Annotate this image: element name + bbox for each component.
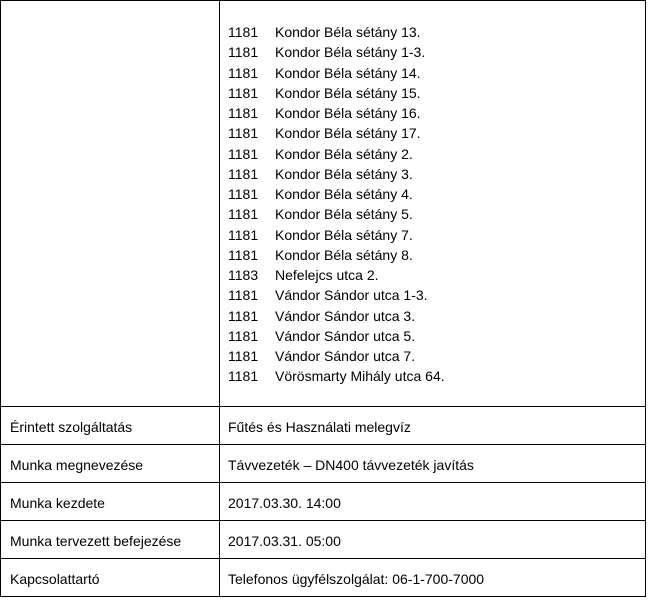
address-zip: 1181 — [228, 44, 259, 61]
work-name-row — [1, 445, 646, 483]
address-item — [228, 346, 645, 366]
address-item — [228, 83, 645, 103]
field-value-cell — [220, 407, 646, 445]
field-label: Munka kezdete — [10, 495, 105, 511]
field-label: Kapcsolattartó — [10, 571, 100, 587]
address-zip: 1181 — [228, 246, 259, 263]
field-label: Érintett szolgáltatás — [10, 419, 133, 435]
field-value: Telefonos ügyfélszolgálat: 06-1-700-7000 — [228, 571, 485, 587]
address-street: Vörösmarty Mihály utca 64. — [275, 368, 445, 385]
address-street: Vándor Sándor utca 3. — [275, 307, 416, 324]
field-value: Távvezeték – DN400 távvezeték javítás — [228, 457, 474, 473]
address-zip: 1181 — [228, 287, 259, 304]
address-zip: 1181 — [228, 348, 259, 364]
field-value: Fűtés és Használati melegvíz — [228, 419, 411, 435]
address-zip: 1181 — [228, 24, 259, 40]
affected-addresses-row — [1, 1, 646, 407]
address-item — [228, 245, 645, 265]
field-label-cell — [1, 521, 220, 559]
address-item — [228, 144, 645, 164]
address-street: Kondor Béla sétány 8. — [275, 246, 413, 263]
field-label-cell — [1, 559, 220, 597]
address-item — [228, 225, 645, 245]
work-start-row — [1, 483, 646, 521]
address-item — [228, 22, 645, 42]
addresses-label-cell — [1, 1, 220, 407]
address-zip: 1181 — [228, 64, 259, 81]
work-end-row — [1, 521, 646, 559]
address-street: Kondor Béla sétány 3. — [275, 165, 413, 182]
address-street: Kondor Béla sétány 16. — [275, 105, 421, 121]
address-zip: 1181 — [228, 145, 259, 162]
address-item — [228, 285, 645, 305]
address-street: Nefelejcs utca 2. — [275, 267, 379, 283]
field-label: Munka megnevezése — [10, 457, 144, 473]
address-item — [228, 306, 645, 326]
address-zip: 1181 — [228, 327, 259, 344]
field-label-cell — [1, 407, 220, 445]
address-zip: 1181 — [228, 186, 259, 202]
address-zip: 1183 — [228, 267, 259, 283]
address-street: Kondor Béla sétány 1-3. — [275, 44, 426, 61]
address-street: Vándor Sándor utca 5. — [275, 327, 416, 344]
address-street: Kondor Béla sétány 4. — [275, 186, 413, 202]
address-street: Vándor Sándor utca 7. — [275, 348, 416, 364]
address-zip: 1181 — [228, 165, 259, 182]
address-item — [228, 366, 645, 386]
field-value-cell — [220, 483, 646, 521]
field-label-cell — [1, 445, 220, 483]
address-item — [228, 265, 645, 285]
address-zip: 1181 — [228, 307, 259, 324]
contact-row — [1, 559, 646, 597]
field-value-cell — [220, 559, 646, 597]
address-street: Kondor Béla sétány 5. — [275, 206, 413, 223]
address-zip: 1181 — [228, 105, 259, 121]
address-list — [220, 1, 645, 387]
field-label-cell — [1, 483, 220, 521]
address-zip: 1181 — [228, 206, 259, 223]
address-zip: 1181 — [228, 226, 259, 243]
field-label: Munka tervezett befejezése — [10, 533, 182, 549]
field-value-cell — [220, 445, 646, 483]
address-street: Kondor Béla sétány 17. — [275, 125, 421, 142]
field-value: 2017.03.30. 14:00 — [228, 495, 341, 511]
address-item — [228, 184, 645, 204]
address-street: Kondor Béla sétány 13. — [275, 24, 421, 40]
address-item — [228, 326, 645, 346]
address-street: Kondor Béla sétány 7. — [275, 226, 413, 243]
address-item — [228, 103, 645, 123]
address-zip: 1181 — [228, 125, 259, 142]
affected-service-row — [1, 407, 646, 445]
address-item — [228, 63, 645, 83]
field-value: 2017.03.31. 05:00 — [228, 533, 341, 549]
address-zip: 1181 — [228, 84, 259, 101]
address-street: Vándor Sándor utca 1-3. — [275, 287, 428, 304]
address-street: Kondor Béla sétány 14. — [275, 64, 421, 81]
address-item — [228, 123, 645, 143]
address-zip: 1181 — [228, 368, 259, 385]
address-street: Kondor Béla sétány 15. — [275, 84, 421, 101]
address-item — [228, 204, 645, 224]
address-item — [228, 164, 645, 184]
address-street: Kondor Béla sétány 2. — [275, 145, 413, 162]
address-item — [228, 42, 645, 62]
addresses-cell — [220, 1, 646, 407]
field-value-cell — [220, 521, 646, 559]
